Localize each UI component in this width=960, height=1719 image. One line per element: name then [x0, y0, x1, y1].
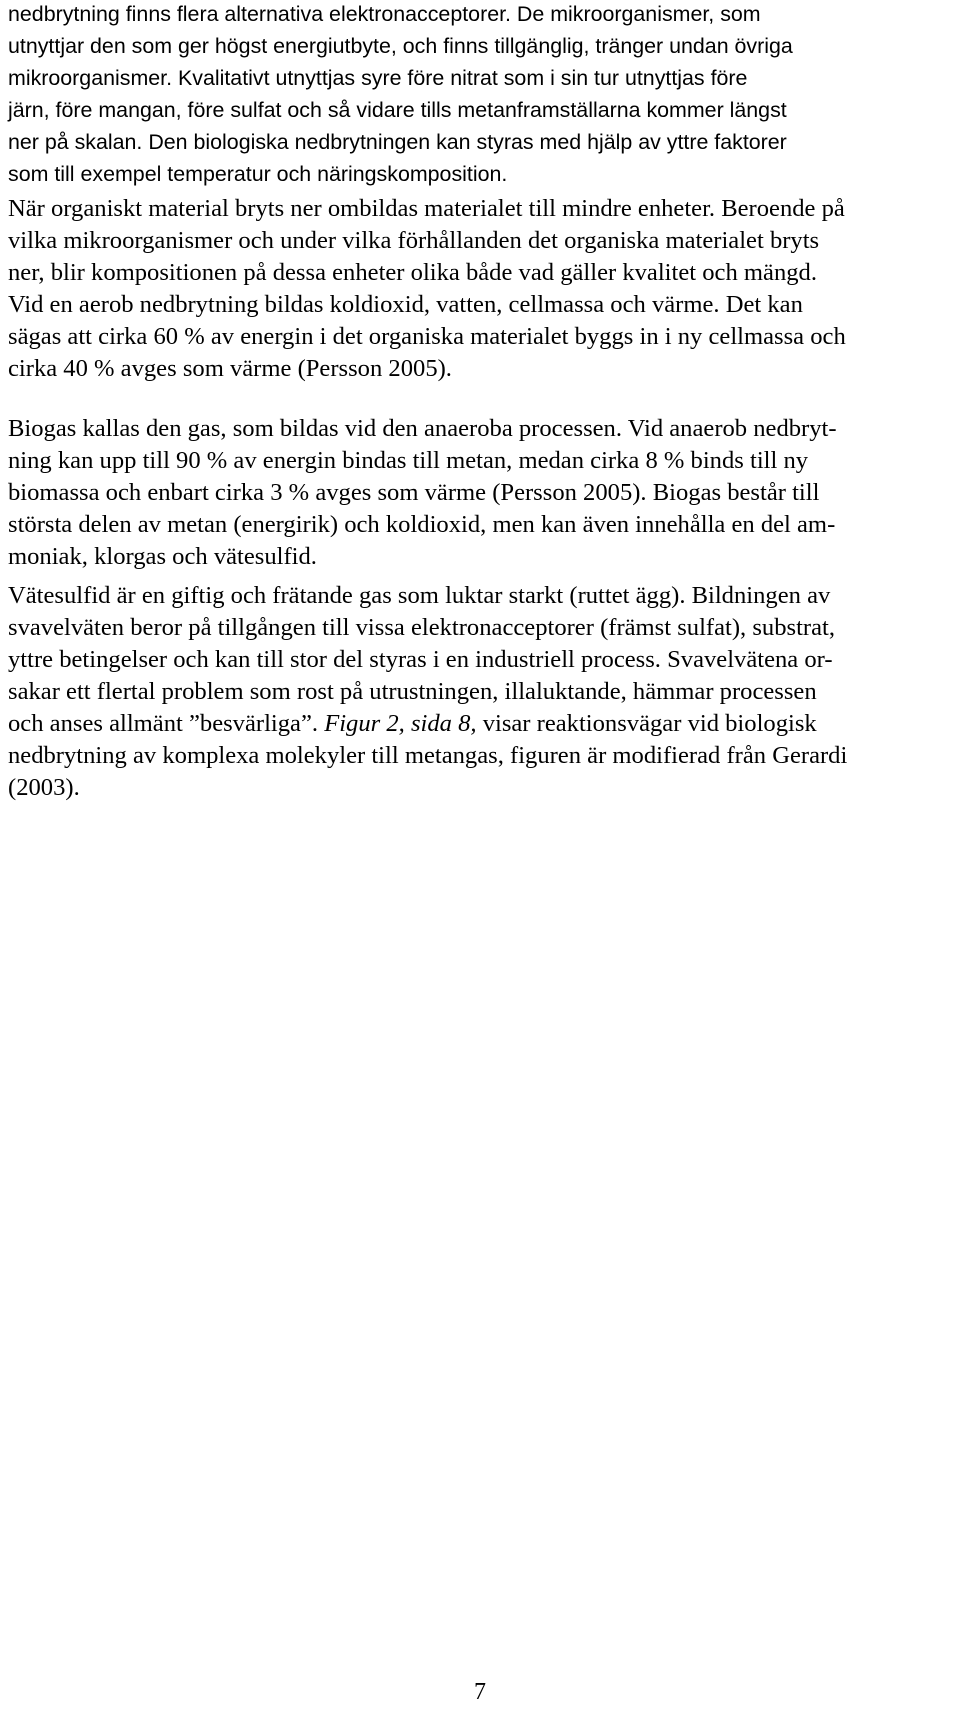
text-run: ner, blir kompositionen på dessa enheter olika både vad gäller kvalitet och mängd. [8, 259, 817, 286]
text-run: ning kan upp till 90 % av energin bindas till metan, medan cirka 8 % binds till ny [8, 447, 809, 474]
text-run: nedbrytning finns flera alternativa elektronacceptorer. De mikroorganismer, som [8, 2, 761, 26]
text-run: utnyttjar den som ger högst energiutbyte, och finns tillgänglig, tränger undan övriga [8, 34, 793, 58]
text-line [8, 62, 952, 94]
text-line [8, 740, 952, 772]
page-number: 7 [474, 1679, 486, 1705]
text-run: vilka mikroorganismer och under vilka förhållanden det organiska materialet bryts [8, 227, 820, 254]
text-run: mikroorganismer. Kvalitativt utnyttjas syre före nitrat som i sin tur utnyttjas före [8, 66, 748, 90]
text-line [8, 612, 952, 644]
text-run: ner på skalan. Den biologiska nedbrytningen kan styras med hjälp av yttre faktorer [8, 130, 787, 154]
text-line [8, 353, 952, 385]
text-line [8, 477, 952, 509]
text-line [8, 644, 952, 676]
text-run: största delen av metan (energirik) och koldioxid, men kan även innehålla en del am- [8, 511, 836, 538]
text-line [8, 708, 952, 740]
text-run: nedbrytning av komplexa molekyler till metangas, figuren är modifierad från Gerardi [8, 742, 848, 769]
text-run: sägas att cirka 60 % av energin i det organiska materialet byggs in i ny cellmassa och [8, 323, 846, 350]
text-line [8, 94, 952, 126]
text-line [8, 321, 952, 353]
figure-reference: Figur 2, sida 8, [324, 710, 477, 737]
text-run: Vätesulfid är en giftig och frätande gas som luktar starkt (ruttet ägg). Bildningen av [8, 582, 831, 609]
paragraph-organic-breakdown [8, 193, 952, 385]
text-line [8, 509, 952, 541]
text-line [8, 126, 952, 158]
text-line [8, 413, 952, 445]
paragraph-electron-acceptors [8, 0, 952, 190]
text-line [8, 158, 952, 190]
text-line [8, 772, 952, 804]
text-line [8, 289, 952, 321]
text-run: järn, före mangan, före sulfat och så vidare tills metanframställarna kommer längst [8, 98, 787, 122]
text-run: Biogas kallas den gas, som bildas vid den anaeroba processen. Vid anaerob nedbryt- [8, 415, 837, 442]
text-line [8, 225, 952, 257]
text-run: visar reaktionsvägar vid biologisk [476, 710, 817, 737]
paragraph-biogas [8, 413, 952, 573]
text-run: biomassa och enbart cirka 3 % avges som värme (Persson 2005). Biogas består till [8, 479, 820, 506]
text-run: svavelväten beror på tillgången till vissa elektronacceptorer (främst sulfat), substrat, [8, 614, 836, 641]
text-line [8, 445, 952, 477]
text-run: och anses allmänt ”besvärliga”. [8, 710, 325, 737]
text-line [8, 193, 952, 225]
text-run: (2003). [8, 774, 80, 801]
text-line [8, 541, 952, 573]
text-line [8, 30, 952, 62]
text-run: som till exempel temperatur och näringskomposition. [8, 162, 508, 186]
text-line [8, 676, 952, 708]
text-run: moniak, klorgas och vätesulfid. [8, 543, 317, 570]
text-line [8, 580, 952, 612]
text-run: sakar ett flertal problem som rost på utrustningen, illaluktande, hämmar processen [8, 678, 817, 705]
paragraph-hydrogen-sulfide [8, 580, 952, 804]
text-run: Vid en aerob nedbrytning bildas koldioxid, vatten, cellmassa och värme. Det kan [8, 291, 803, 318]
text-run: yttre betingelser och kan till stor del styras i en industriell process. Svavelvätena or- [8, 646, 833, 673]
text-run: När organiskt material bryts ner ombildas materialet till mindre enheter. Beroende på [8, 195, 845, 222]
text-line [8, 0, 952, 30]
text-run: cirka 40 % avges som värme (Persson 2005). [8, 355, 452, 382]
text-line [8, 257, 952, 289]
